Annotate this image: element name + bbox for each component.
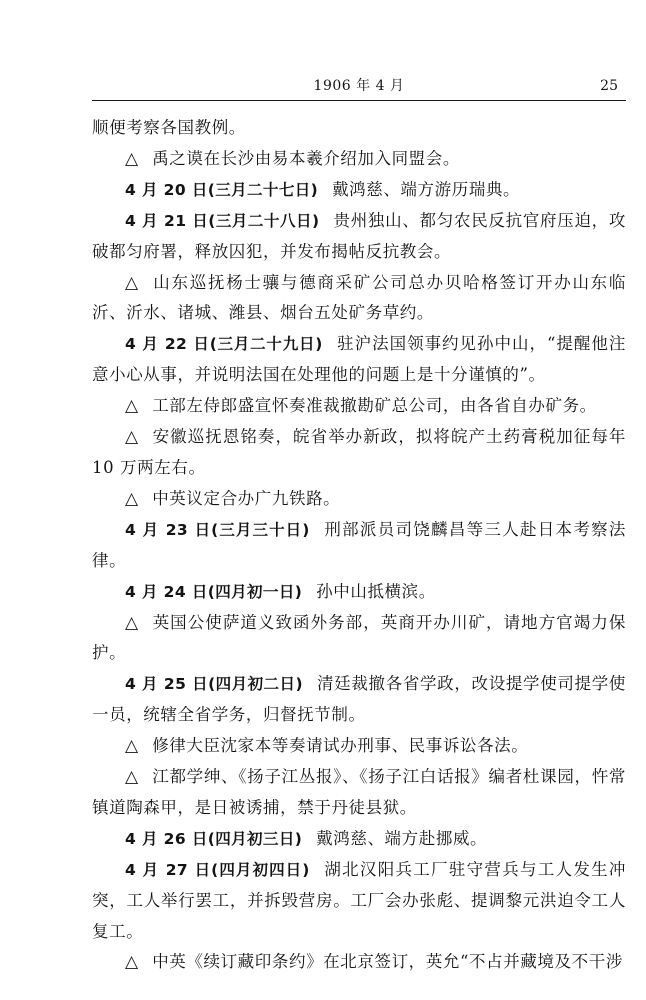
entry-text: 修律大臣沈家本等奏请试办刑事、民事诉讼各法。	[152, 736, 529, 756]
entry-date: 4 月 25 日(四月初二日)	[125, 675, 303, 694]
entry-text: 湖北汉阳兵工厂驻守营兵与工人发生冲突，工人举行罢工，并拆毁营房。工厂会办张彪、提调黎元洪迫令工人复工。	[92, 859, 626, 941]
entry-date: 4 月 22 日(三月二十九日)	[125, 335, 323, 354]
triangle-marker-icon: △	[125, 767, 139, 788]
triangle-marker-icon: △	[125, 148, 139, 169]
triangle-marker-icon: △	[125, 736, 139, 757]
triangle-marker-icon: △	[125, 396, 139, 417]
header-rule	[92, 100, 626, 101]
entry-paragraph	[92, 947, 626, 978]
triangle-marker-icon: △	[125, 612, 139, 633]
entry-paragraph	[92, 329, 626, 391]
entry-text: 中英议定合办广九铁路。	[152, 488, 341, 508]
entry-paragraph	[92, 206, 626, 268]
entry-text: 孙中山抵横滨。	[316, 581, 436, 601]
entry-paragraph	[92, 113, 626, 144]
entry-paragraph	[92, 515, 626, 577]
entry-date: 4 月 26 日(四月初三日)	[125, 829, 303, 848]
entry-paragraph	[92, 268, 626, 330]
entry-paragraph	[92, 391, 626, 422]
entry-text: 驻沪法国领事约见孙中山，“提醒他注意小心从事，并说明法国在处理他的问题上是十分谨慎的”。	[92, 334, 626, 385]
header-title: 1906 年 4 月	[313, 78, 405, 94]
entry-text: 清廷裁撤各省学政，改设提学使司提学使一员，统辖全省学务，归督抚节制。	[92, 674, 626, 725]
entry-text: 安徽巡抚恩铭奏，皖省举办新政，拟将皖产土药膏税加征每年10 万两左右。	[92, 427, 626, 477]
entry-paragraph	[92, 144, 626, 175]
chronology-text	[92, 113, 626, 978]
entry-paragraph	[92, 855, 626, 948]
entry-paragraph	[92, 824, 626, 855]
entry-paragraph	[92, 484, 626, 515]
entry-text: 工部左侍郎盛宣怀奏准裁撤勘矿总公司，由各省自办矿务。	[152, 396, 597, 416]
entry-paragraph	[92, 608, 626, 670]
entry-date: 4 月 23 日(三月三十日)	[125, 520, 310, 539]
entry-paragraph	[92, 762, 626, 824]
entry-date: 4 月 21 日(三月二十八日)	[125, 211, 320, 230]
entry-paragraph	[92, 175, 626, 206]
entry-text: 贵州独山、都匀农民反抗官府压迫，攻破都匀府署，释放囚犯，并发布揭帖反抗教会。	[92, 210, 626, 261]
entry-text: 江都学绅、《扬子江丛报》、《扬子江白话报》编者杜课园，忤常镇道陶森甲，是日被诱捕，禁于丹徒县狱。	[92, 767, 626, 817]
entry-date: 4 月 24 日(四月初一日)	[125, 582, 303, 601]
entry-date: 4 月 27 日(四月初四日)	[125, 860, 310, 879]
page-number: 25	[600, 78, 618, 94]
entry-text: 禹之谟在长沙由易本羲介绍加入同盟会。	[152, 148, 460, 168]
triangle-marker-icon: △	[125, 952, 139, 973]
entry-paragraph	[92, 577, 626, 608]
entry-date: 4 月 20 日(三月二十七日)	[125, 180, 319, 199]
triangle-marker-icon: △	[125, 488, 139, 509]
triangle-marker-icon: △	[125, 427, 139, 448]
entry-text: 顺便考察各国教例。	[92, 118, 246, 137]
entry-text: 刑部派员司饶麟昌等三人赴日本考察法律。	[92, 519, 626, 570]
entry-text: 戴鸿慈、端方游历瑞典。	[332, 179, 521, 199]
triangle-marker-icon: △	[125, 272, 139, 293]
running-header	[92, 76, 626, 102]
entry-paragraph	[92, 669, 626, 731]
entry-paragraph	[92, 422, 626, 484]
entry-text: 戴鸿慈、端方赴挪威。	[316, 828, 488, 848]
entry-text: 中英《续订藏印条约》在北京签订，英允“不占并藏境及不干涉	[152, 952, 623, 972]
entry-paragraph	[92, 731, 626, 762]
entry-text: 英国公使萨道义致函外务部，英商开办川矿，请地方官竭力保护。	[92, 612, 626, 663]
entry-text: 山东巡抚杨士骧与德商采矿公司总办贝哈格签订开办山东临沂、沂水、诸城、潍县、烟台五处矿务草约。	[92, 272, 626, 323]
